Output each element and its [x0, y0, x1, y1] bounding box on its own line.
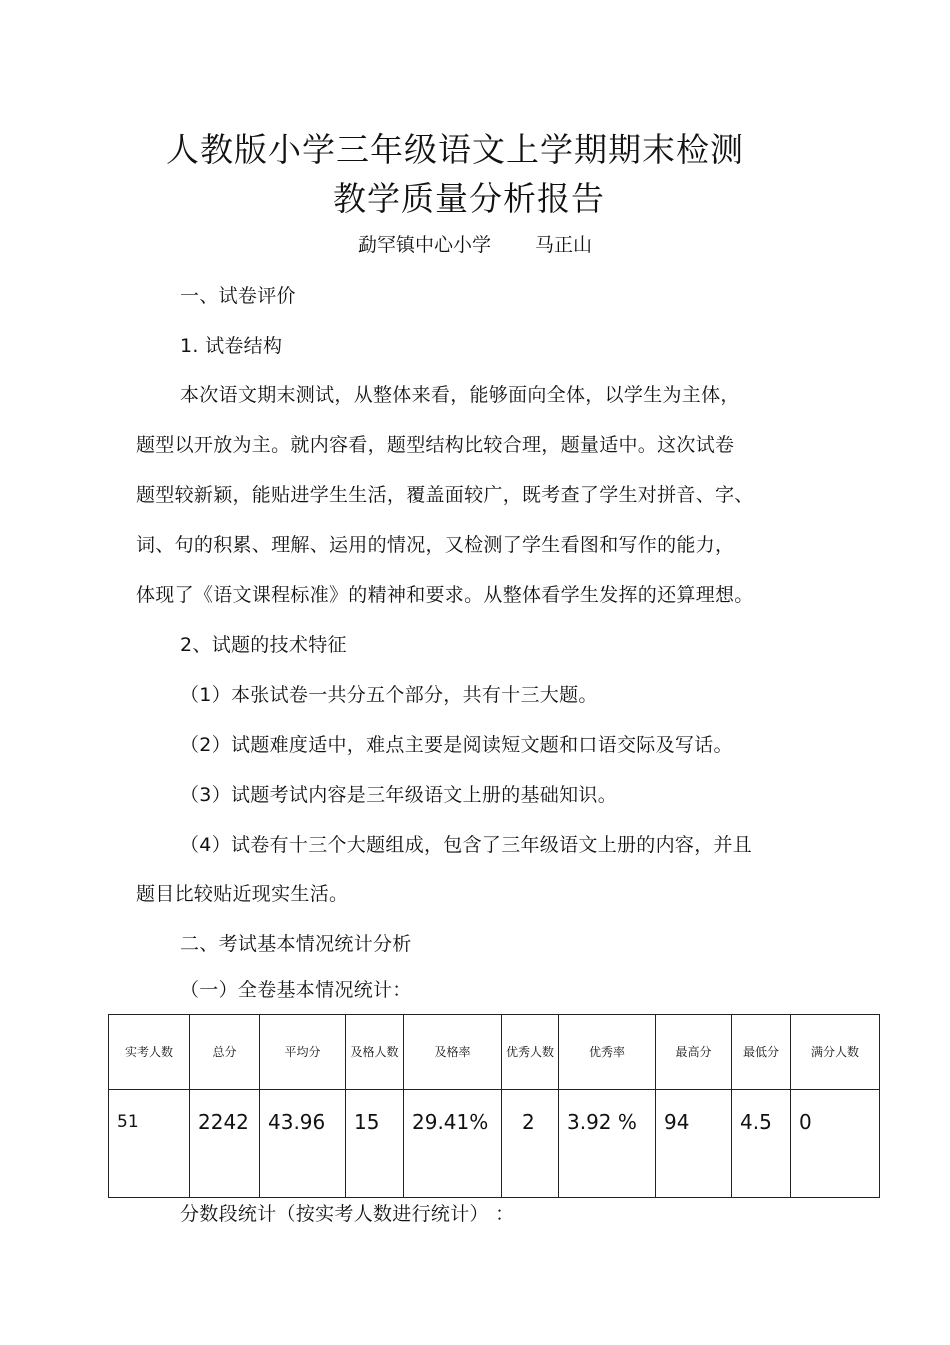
- header-cell: 优秀人数: [502, 1015, 559, 1090]
- paragraph-line: 体现了《语文课程标准》的精神和要求。从整体看学生发挥的还算理想。: [136, 584, 754, 606]
- paragraph-line: 题型以开放为主。就内容看，题型结构比较合理，题量适中。这次试卷: [136, 434, 735, 456]
- table-cell: 2242: [190, 1090, 260, 1198]
- list-item: （3）试题考试内容是三年级语文上册的基础知识。: [180, 784, 617, 806]
- list-item-continuation: 题目比较贴近现实生活。: [136, 883, 349, 905]
- school-name: 勐罕镇中心小学: [358, 234, 492, 256]
- header-cell: 及格人数: [346, 1015, 404, 1090]
- table-cell: 43.96: [260, 1090, 346, 1198]
- table-cell: 0: [791, 1090, 880, 1198]
- table-cell: 51: [109, 1090, 190, 1198]
- header-cell: 优秀率: [559, 1015, 656, 1090]
- table-cell: 2: [502, 1090, 559, 1198]
- table-cell: 3.92 %: [559, 1090, 656, 1198]
- section-heading: 二、考试基本情况统计分析: [180, 933, 412, 955]
- table-row: [109, 1090, 880, 1198]
- report-title-line1: 人教版小学三年级语文上学期期末检测: [166, 130, 744, 169]
- report-title-line2: 教学质量分析报告: [333, 179, 605, 218]
- stats-table: [108, 1014, 880, 1198]
- footer-line: 分数段统计（按实考人数进行统计） ：: [180, 1203, 515, 1225]
- header-cell: 最高分: [656, 1015, 732, 1090]
- header-cell: 平均分: [260, 1015, 346, 1090]
- byline: [358, 230, 592, 257]
- header-cell: 总分: [190, 1015, 260, 1090]
- list-item: （2）试题难度适中，难点主要是阅读短文题和口语交际及写话。: [180, 734, 733, 756]
- table-cell: 29.41%: [404, 1090, 502, 1198]
- paragraph-line: 题型较新颖，能贴进学生生活，覆盖面较广，既考查了学生对拼音、字、: [136, 484, 754, 506]
- section-heading: 一、试卷评价: [180, 285, 296, 307]
- paragraph-line: 本次语文期末测试，从整体来看，能够面向全体，以学生为主体，: [180, 384, 740, 406]
- table-cell: 15: [346, 1090, 404, 1198]
- table-cell: 4.5: [732, 1090, 791, 1198]
- subsection-heading: （一）全卷基本情况统计：: [180, 979, 412, 1001]
- subsection-heading: 2、试题的技术特征: [180, 634, 347, 656]
- paragraph-line: 词、句的积累、理解、运用的情况，又检测了学生看图和写作的能力，: [136, 534, 735, 556]
- header-cell: 实考人数: [109, 1015, 190, 1090]
- list-item: （1）本张试卷一共分五个部分，共有十三大题。: [180, 684, 598, 706]
- table-cell: 94: [656, 1090, 732, 1198]
- header-cell: 满分人数: [791, 1015, 880, 1090]
- header-cell: 及格率: [404, 1015, 502, 1090]
- table-header-row: [109, 1015, 880, 1090]
- list-item: （4）试卷有十三个大题组成，包含了三年级语文上册的内容，并且: [180, 834, 753, 856]
- author-name: 马正山: [535, 234, 593, 256]
- header-cell: 最低分: [732, 1015, 791, 1090]
- subsection-heading: 1. 试卷结构: [180, 335, 283, 357]
